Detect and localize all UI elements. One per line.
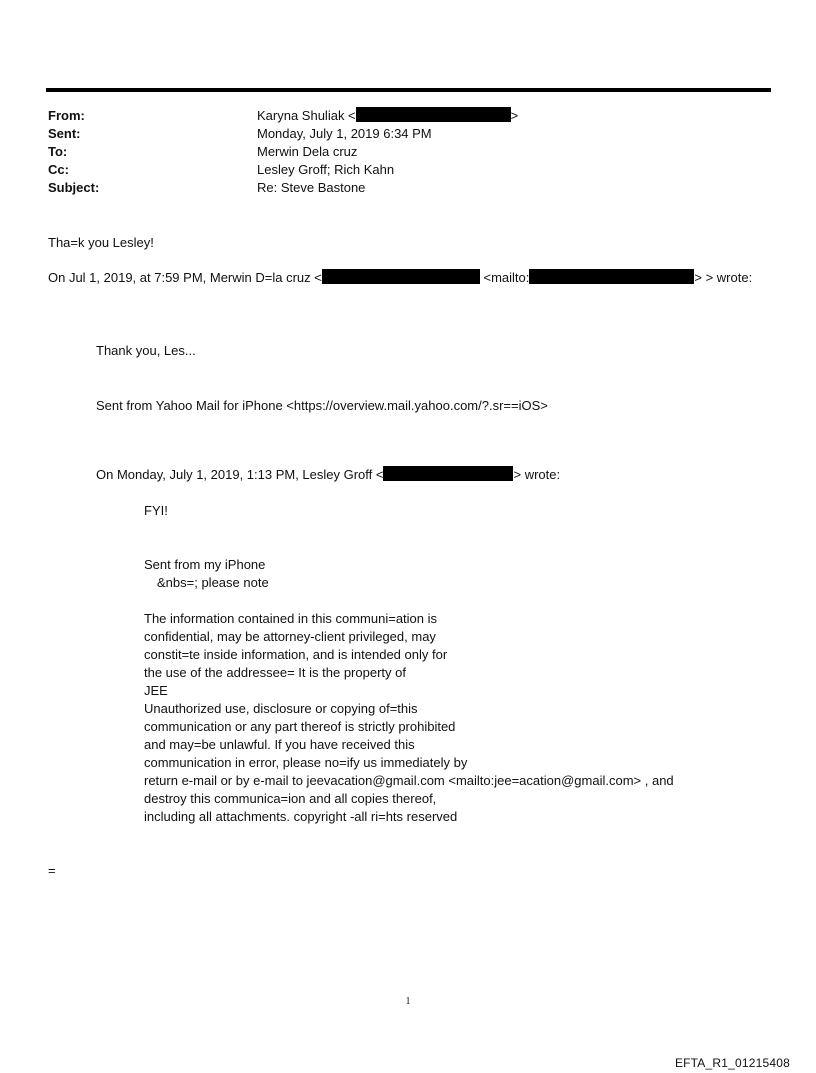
disclaimer-line: the use of the addressee= It is the property of xyxy=(144,665,406,680)
redaction-box xyxy=(529,269,694,284)
from-value xyxy=(257,107,518,125)
disclaimer-line: including all attachments. copyright -all ri=hts reserved xyxy=(144,809,458,824)
disclaimer-line: and may=be unlawful. If you have received this xyxy=(144,737,415,752)
quote1-suffix: > > wrote: xyxy=(694,270,753,285)
disclaimer-line: communication or any part thereof is strictly prohibited xyxy=(144,719,456,734)
fyi-text: FYI! xyxy=(144,503,168,518)
quote2-suffix: > wrote: xyxy=(513,467,561,482)
from-label: From: xyxy=(48,108,85,123)
trailing-equals: = xyxy=(48,863,56,878)
from-close: > xyxy=(510,108,519,123)
disclaimer-line: communication in error, please no=ify us immediately by xyxy=(144,755,468,770)
yahoo-signature: Sent from Yahoo Mail for iPhone <https://overview.mail.yahoo.com/?.sr==iOS> xyxy=(96,398,548,413)
subject-value: Re: Steve Bastone xyxy=(257,180,366,195)
disclaimer-line: constit=te inside information, and is intended only for xyxy=(144,647,448,662)
quote1-prefix: On Jul 1, 2019, at 7:59 PM, Merwin D=la cruz < xyxy=(48,270,322,285)
document-id: EFTA_R1_01215408 xyxy=(674,1056,790,1070)
from-name: Karyna Shuliak < xyxy=(257,108,356,123)
redaction-box xyxy=(383,466,513,481)
iphone-signature: Sent from my iPhone xyxy=(144,557,266,572)
cc-value: Lesley Groff; Rich Kahn xyxy=(257,162,395,177)
quote1-mailto: <mailto: xyxy=(483,270,530,285)
nbs-note: &nbs=; please note xyxy=(157,575,269,590)
to-label: To: xyxy=(48,144,68,159)
sent-value: Monday, July 1, 2019 6:34 PM xyxy=(257,126,432,141)
sent-label: Sent: xyxy=(48,126,81,141)
reply-text: Tha=k you Lesley! xyxy=(48,235,154,250)
disclaimer-line: The information contained in this communi=ation is xyxy=(144,611,438,626)
redaction-box xyxy=(356,107,511,122)
disclaimer-line: destroy this communica=ion and all copies thereof, xyxy=(144,791,437,806)
disclaimer-line: JEE xyxy=(144,683,168,698)
quote1-header xyxy=(48,269,752,287)
thanks-text: Thank you, Les... xyxy=(96,343,196,358)
subject-label: Subject: xyxy=(48,180,100,195)
to-value: Merwin Dela cruz xyxy=(257,144,358,159)
disclaimer-line: return e-mail or by e-mail to jeevacation@gmail.com <mailto:jee=acation@gmail.com> , and xyxy=(144,773,674,788)
redaction-box xyxy=(322,269,480,284)
cc-label: Cc: xyxy=(48,162,69,177)
quote2-header xyxy=(96,466,560,484)
header-rule xyxy=(46,88,771,92)
page-number: 1 xyxy=(405,996,411,1007)
disclaimer-line: confidential, may be attorney-client privileged, may xyxy=(144,629,436,644)
disclaimer-line: Unauthorized use, disclosure or copying of=this xyxy=(144,701,418,716)
quote2-prefix: On Monday, July 1, 2019, 1:13 PM, Lesley Groff < xyxy=(96,467,384,482)
